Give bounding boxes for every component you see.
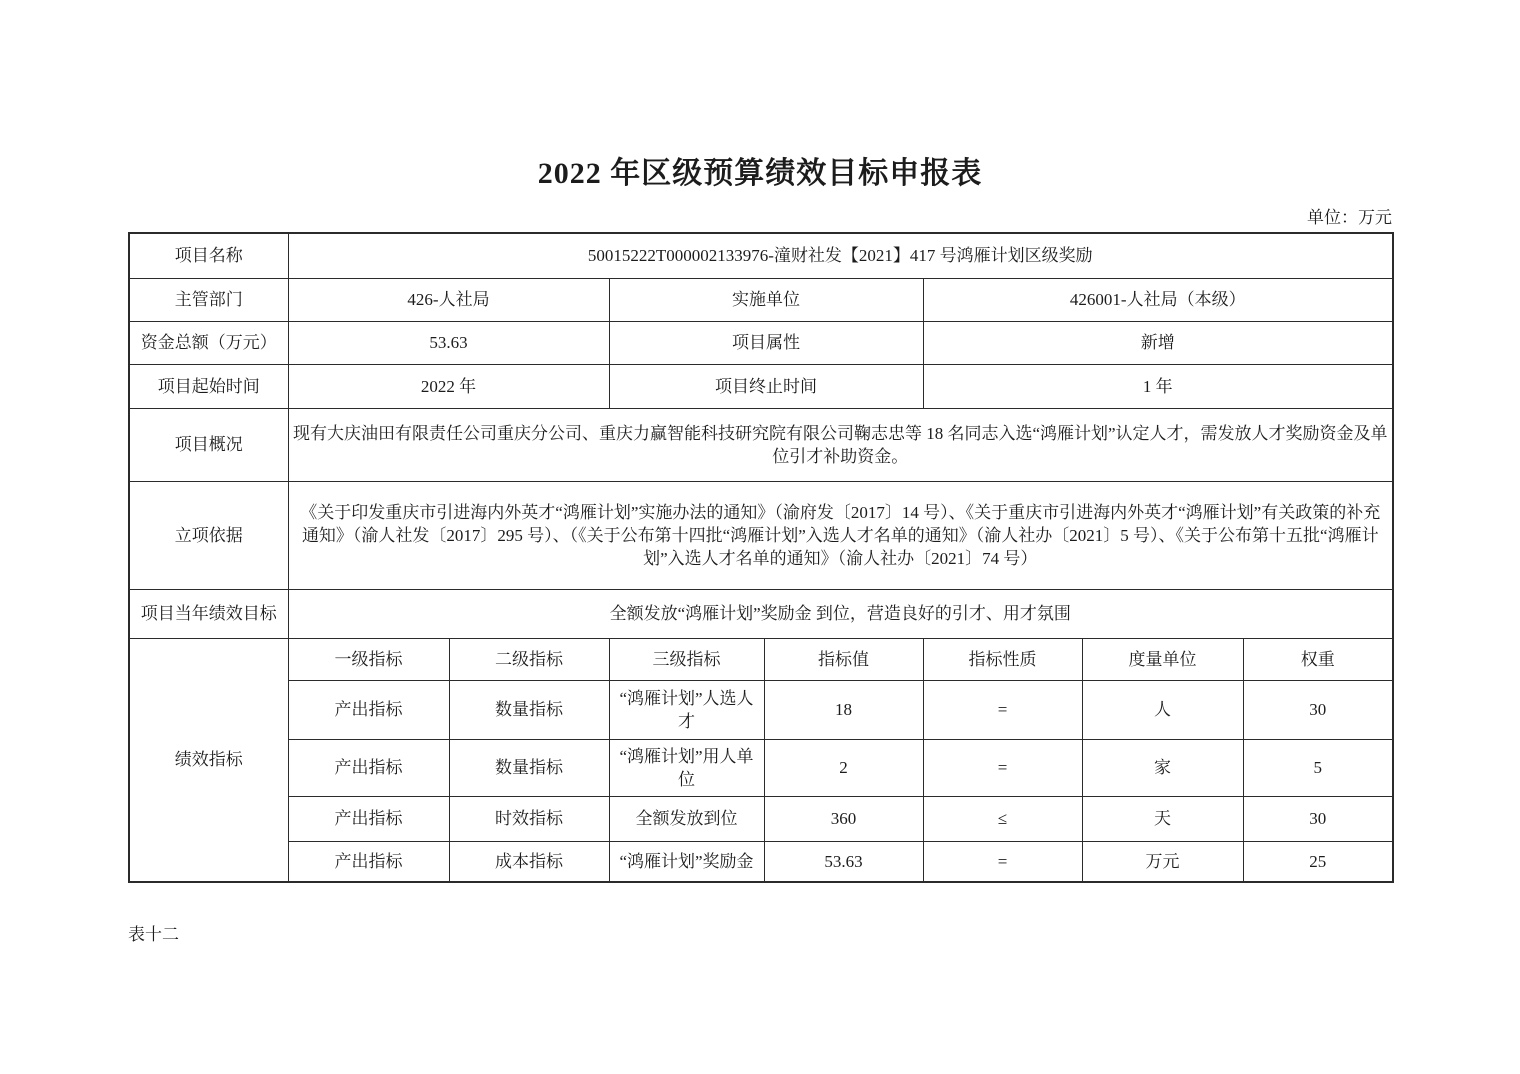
project-attr-label: 项目属性 xyxy=(609,321,923,364)
indicator-level2: 数量指标 xyxy=(449,739,609,796)
indicator-level3: 全额发放到位 xyxy=(609,796,764,841)
indicator-unit: 天 xyxy=(1082,796,1243,841)
indicator-value: 2 xyxy=(764,739,923,796)
col-header-level3: 三级指标 xyxy=(609,638,764,680)
indicator-nature: = xyxy=(923,841,1082,882)
indicator-nature: ≤ xyxy=(923,796,1082,841)
col-header-level1: 一级指标 xyxy=(288,638,449,680)
footer-note: 表十二 xyxy=(128,925,179,944)
table-row xyxy=(129,408,1393,481)
col-header-level2: 二级指标 xyxy=(449,638,609,680)
indicator-row xyxy=(129,739,1393,796)
indicator-level3: “鸿雁计划”人选人才 xyxy=(609,680,764,739)
table-row xyxy=(129,278,1393,321)
indicator-unit: 家 xyxy=(1082,739,1243,796)
start-time-value: 2022 年 xyxy=(288,364,609,408)
table-row xyxy=(129,321,1393,364)
overview-value: 现有大庆油田有限责任公司重庆分公司、重庆力赢智能科技研究院有限公司鞠志忠等 18 名同志入选“鸿雁计划”认定人才，需发放人才奖励资金及单位引才补助资金。 xyxy=(288,408,1393,481)
end-time-label: 项目终止时间 xyxy=(609,364,923,408)
indicator-level1: 产出指标 xyxy=(288,796,449,841)
end-time-value: 1 年 xyxy=(923,364,1393,408)
project-name-value: 50015222T000002133976-潼财社发【2021】417 号鸿雁计划区级奖励 xyxy=(288,233,1393,278)
amount-label: 资金总额（万元） xyxy=(129,321,288,364)
indicator-level1: 产出指标 xyxy=(288,841,449,882)
impl-unit-value: 426001-人社局（本级） xyxy=(923,278,1393,321)
col-header-value: 指标值 xyxy=(764,638,923,680)
indicator-level2: 成本指标 xyxy=(449,841,609,882)
col-header-weight: 权重 xyxy=(1243,638,1393,680)
indicator-level1: 产出指标 xyxy=(288,739,449,796)
indicator-header-row xyxy=(129,638,1393,680)
project-name-label: 项目名称 xyxy=(129,233,288,278)
indicator-weight: 25 xyxy=(1243,841,1393,882)
indicator-nature: = xyxy=(923,680,1082,739)
project-attr-value: 新增 xyxy=(923,321,1393,364)
indicator-weight: 30 xyxy=(1243,680,1393,739)
indicator-nature: = xyxy=(923,739,1082,796)
table-row xyxy=(129,481,1393,589)
indicator-row xyxy=(129,680,1393,739)
annual-goal-label: 项目当年绩效目标 xyxy=(129,589,288,638)
indicator-weight: 5 xyxy=(1243,739,1393,796)
amount-value: 53.63 xyxy=(288,321,609,364)
col-header-unit: 度量单位 xyxy=(1082,638,1243,680)
indicator-level2: 数量指标 xyxy=(449,680,609,739)
indicator-level3: “鸿雁计划”奖励金 xyxy=(609,841,764,882)
indicator-level3: “鸿雁计划”用人单位 xyxy=(609,739,764,796)
indicator-value: 53.63 xyxy=(764,841,923,882)
indicator-unit: 人 xyxy=(1082,680,1243,739)
indicator-level1: 产出指标 xyxy=(288,680,449,739)
basis-value: 《关于印发重庆市引进海内外英才“鸿雁计划”实施办法的通知》（渝府发〔2017〕14 号）、《关于重庆市引进海内外英才“鸿雁计划”有关政策的补充通知》（渝人社发〔2017〕295 号）、（《关于公布第十四批“鸿雁计划”入选人才名单的通知》（渝人社办〔2021〕5 号）、《关于公布第十五批“鸿雁计划”入选人才名单的通知》（渝人社办〔2021〕74 号） xyxy=(288,481,1393,589)
indicator-value: 18 xyxy=(764,680,923,739)
table-row xyxy=(129,233,1393,278)
indicator-unit: 万元 xyxy=(1082,841,1243,882)
indicator-weight: 30 xyxy=(1243,796,1393,841)
table-row xyxy=(129,364,1393,408)
overview-label: 项目概况 xyxy=(129,408,288,481)
dept-value: 426-人社局 xyxy=(288,278,609,321)
col-header-nature: 指标性质 xyxy=(923,638,1082,680)
indicator-row xyxy=(129,796,1393,841)
budget-performance-table xyxy=(128,232,1394,883)
indicator-value: 360 xyxy=(764,796,923,841)
annual-goal-value: 全额发放“鸿雁计划”奖励金 到位，营造良好的引才、用才氛围 xyxy=(288,589,1393,638)
dept-label: 主管部门 xyxy=(129,278,288,321)
basis-label: 立项依据 xyxy=(129,481,288,589)
start-time-label: 项目起始时间 xyxy=(129,364,288,408)
indicators-section-label: 绩效指标 xyxy=(129,638,288,882)
impl-unit-label: 实施单位 xyxy=(609,278,923,321)
unit-note: 单位：万元 xyxy=(1307,208,1392,227)
page-title: 2022 年区级预算绩效目标申报表 xyxy=(537,157,983,190)
indicator-row xyxy=(129,841,1393,882)
table-row xyxy=(129,589,1393,638)
indicator-level2: 时效指标 xyxy=(449,796,609,841)
